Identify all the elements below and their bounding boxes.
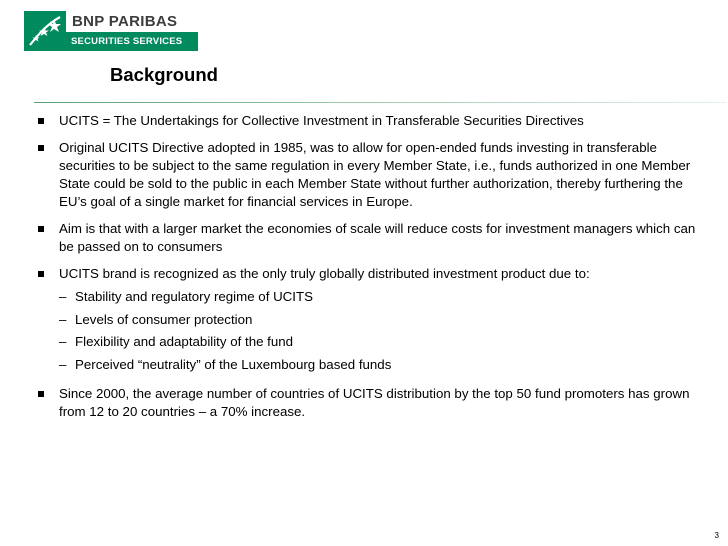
- bullet-item: [36, 139, 698, 211]
- sub-bullet-text: Stability and regulatory regime of UCITS: [75, 289, 313, 304]
- square-bullet-icon: [38, 391, 44, 397]
- title-divider: [34, 102, 726, 103]
- sub-bullet-item: [59, 354, 698, 377]
- dash-marker: –: [59, 334, 67, 349]
- bullet-item: [36, 385, 698, 421]
- bullet-list: [36, 112, 698, 430]
- sub-bullet-item: [59, 286, 698, 309]
- bullet-text: UCITS = The Undertakings for Collective Investment in Transferable Securities Directives: [59, 113, 584, 128]
- sub-bullet-text: Perceived “neutrality” of the Luxembourg based funds: [75, 356, 392, 372]
- sub-bullet-item: [59, 331, 698, 354]
- square-bullet-icon: [38, 118, 44, 124]
- square-bullet-icon: [38, 145, 44, 151]
- dash-marker: –: [59, 311, 67, 327]
- square-bullet-icon: [38, 226, 44, 232]
- sub-bullet-list: [59, 286, 698, 376]
- bullet-text: Original UCITS Directive adopted in 1985, was to allow for open-ended funds investing in transferable securities to be subject to the same regulation in every Member State, i.e., funds authorized in one Member State could be sold to the public in each Member State without further authorization, thereby furthering the EU’s goal of a single market for financial services in Europe.: [59, 140, 691, 209]
- bullet-text: Since 2000, the average number of countries of UCITS distribution by the top 50 fund promoters has grown from 12 to 20 countries – a 70% increase.: [59, 386, 690, 419]
- bullet-item: [36, 112, 698, 130]
- bullet-text: UCITS brand is recognized as the only truly globally distributed investment product due to:: [59, 266, 590, 281]
- logo-wordmark: [66, 11, 198, 51]
- logo-line-2: SECURITIES SERVICES: [66, 32, 198, 51]
- dash-marker: –: [59, 289, 67, 304]
- square-bullet-icon: [38, 271, 44, 277]
- sub-bullet-text: Flexibility and adaptability of the fund: [75, 334, 294, 349]
- page-number: 3: [714, 531, 719, 540]
- bullet-text: Aim is that with a larger market the economies of scale will reduce costs for investment managers which can be passed on to consumers: [59, 221, 696, 254]
- sub-bullet-text: Levels of consumer protection: [75, 311, 253, 327]
- slide-title: Background: [110, 64, 218, 85]
- bullet-item: [36, 220, 698, 256]
- stars-logo-icon: [24, 11, 66, 51]
- bullet-item: [36, 265, 698, 376]
- sub-bullet-item: [59, 309, 698, 332]
- dash-marker: –: [59, 356, 67, 372]
- bnp-paribas-logo: [24, 11, 198, 51]
- logo-line-1: BNP PARIBAS: [66, 11, 198, 32]
